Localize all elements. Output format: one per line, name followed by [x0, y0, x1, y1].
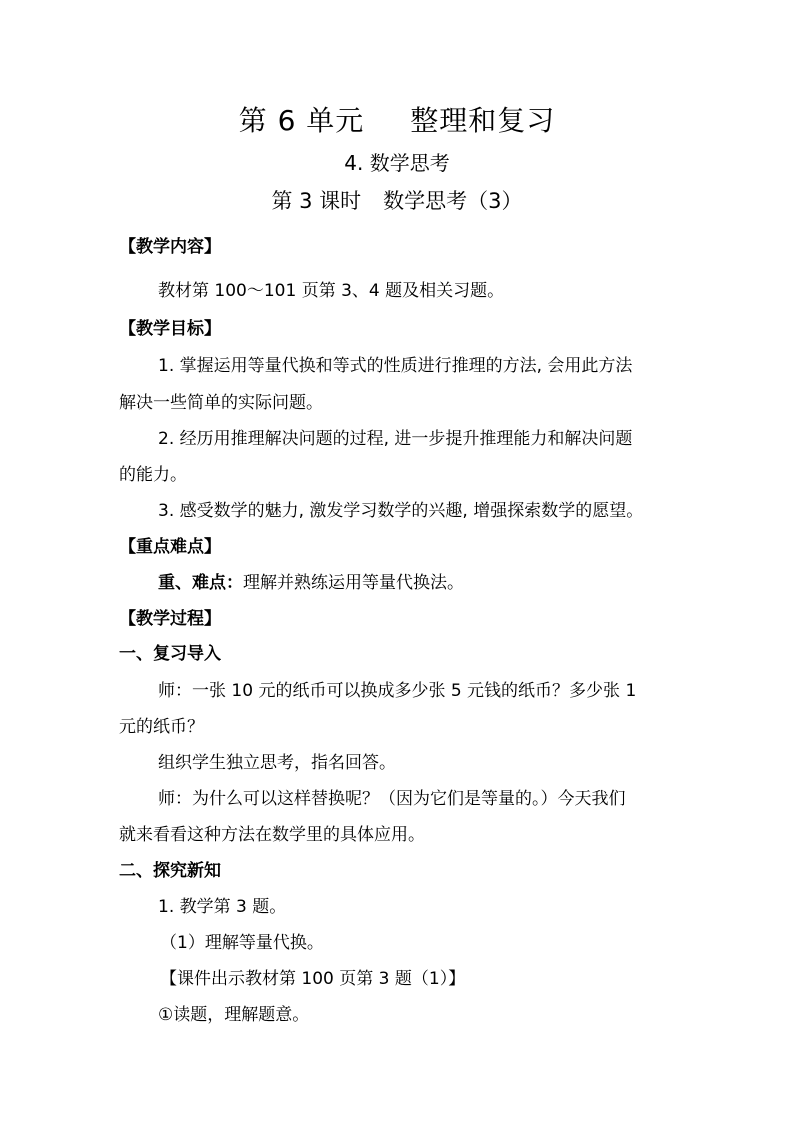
objective-3: 3. 感受数学的魅力, 激发学习数学的兴趣, 增强探索数学的愿望。	[158, 501, 644, 521]
part1-para-3-line-1: 师：为什么可以这样替换呢？（因为它们是等量的。）今天我们	[158, 789, 626, 809]
unit-title	[0, 104, 794, 138]
content-text: 教材第 100～101 页第 3、4 题及相关习题。	[158, 281, 505, 301]
objective-2-line-2: 的能力。	[119, 465, 187, 485]
key-points-heading: 【重点难点】	[119, 537, 221, 557]
part2-sub-1: （1）理解等量代换。	[160, 933, 324, 953]
part1-para-3-line-2: 就来看看这种方法在数学里的具体应用。	[119, 825, 425, 845]
part1-para-1-line-2: 元的纸币？	[119, 717, 204, 737]
part1-para-2: 组织学生独立思考，指名回答。	[158, 753, 396, 773]
part2-item-1: 1. 教学第 3 题。	[158, 897, 287, 917]
part2-heading: 二、探究新知	[119, 861, 221, 881]
key-points-body: 理解并熟练运用等量代换法。	[243, 573, 464, 593]
key-points-text	[158, 572, 464, 594]
part2-step-1: ①读题，理解题意。	[158, 1005, 310, 1025]
lesson-number: 第 3 课时	[271, 189, 362, 213]
key-points-label: 重、难点：	[158, 573, 243, 593]
objective-2-line-1: 2. 经历用推理解决问题的过程, 进一步提升推理能力和解决问题	[158, 429, 633, 449]
part2-courseware: 【课件出示教材第 100 页第 3 题（1）】	[160, 969, 466, 989]
unit-name: 整理和复习	[410, 104, 556, 137]
lesson-name: 数学思考（3）	[383, 189, 523, 213]
part1-heading: 一、复习导入	[119, 644, 221, 664]
objective-1-line-1: 1. 掌握运用等量代换和等式的性质进行推理的方法, 会用此方法	[158, 356, 633, 376]
part1-para-1-line-1: 师：一张 10 元的纸币可以换成多少张 5 元钱的纸币？多少张 1	[158, 681, 637, 701]
process-heading: 【教学过程】	[119, 609, 221, 629]
lesson-title	[0, 187, 794, 215]
content-heading: 【教学内容】	[119, 237, 221, 257]
unit-number: 第 6 单元	[238, 104, 365, 137]
section-title: 4. 数学思考	[344, 151, 450, 175]
objectives-heading: 【教学目标】	[119, 319, 221, 339]
objective-1-line-2: 解决一些简单的实际问题。	[119, 393, 323, 413]
